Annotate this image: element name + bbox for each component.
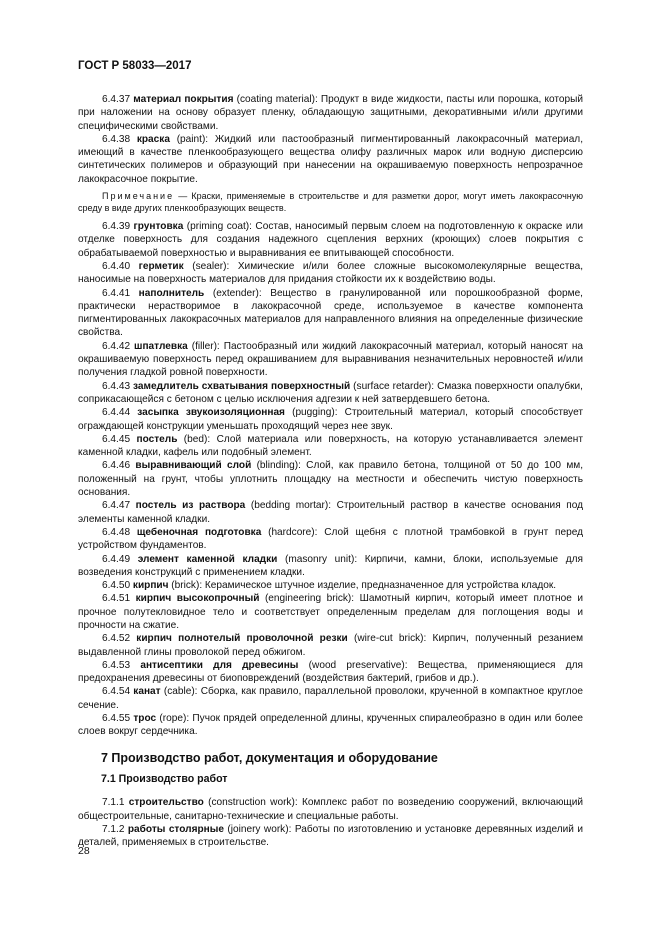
note-label: Примечание: [102, 191, 175, 202]
term-entry: [78, 433, 583, 460]
entry-number: 6.4.49: [102, 553, 131, 565]
entry-number: 6.4.48: [102, 526, 131, 538]
entry-definition: (engineering brick): Шамотный кирпич, который имеет плотное и прочное полутекловидное тело и соответствует определенным пределам для поглощения воды и прочности на сжатие.: [78, 593, 583, 631]
entry-term: засыпка звукоизоляционная: [137, 407, 285, 419]
note: [78, 190, 583, 214]
entry-number: 7.1.1: [102, 797, 125, 809]
note-text: — Краски, применяемые в строительстве и для разметки дорог, могут иметь лакокрасочную среду в виде других пленкообразующих веществ.: [78, 191, 583, 214]
entry-term: замедлитель схватывания поверхностный: [133, 380, 351, 392]
entry-term: постель из раствора: [135, 500, 246, 512]
term-entry: [78, 632, 583, 659]
term-entry: [78, 459, 583, 499]
entry-term: герметик: [138, 260, 184, 272]
entry-term: щебеночная подготовка: [136, 526, 262, 538]
term-list-b: [78, 220, 583, 739]
term-entry: [78, 685, 583, 712]
term-entry: [78, 659, 583, 686]
term-entry: [78, 340, 583, 380]
entry-number: 6.4.55: [102, 713, 131, 725]
document-header: ГОСТ Р 58033—2017: [78, 60, 192, 72]
entry-number: 6.4.47: [102, 500, 131, 512]
term-entry: [78, 93, 583, 133]
entry-number: 6.4.40: [102, 260, 131, 272]
entry-term: канат: [133, 686, 161, 698]
page-number: 28: [78, 845, 90, 857]
term-entry: [78, 133, 583, 186]
term-entry: [78, 287, 583, 340]
section-heading: 7 Производство работ, документация и оборудование: [101, 750, 438, 765]
entry-definition: (construction work): Комплекс работ по возведению сооружений, включающий общестроительные, санитарно-технические и специальные работы.: [78, 797, 583, 822]
entry-definition: (bedding mortar): Строительный раствор в качестве основания под элементы каменной кладки.: [78, 500, 583, 525]
entry-number: 6.4.43: [102, 380, 131, 392]
entry-term: элемент каменной кладки: [137, 553, 278, 565]
entry-definition: (extender): Вещество в гранулированной или порошкообразной форме, практически нерастворимое в лакокрасочной среде, используемое в качестве компонента пигментированных лакокрасочных материалов для направленного влияния на определенные физические свойства.: [78, 287, 583, 339]
entry-definition: (brick): Керамическое штучное изделие, предназначенное для устройства кладок.: [168, 580, 557, 592]
entry-term: наполнитель: [138, 287, 205, 299]
entry-definition: (wire-cut brick): Кирпич, полученный резанием выдавленной глины проволокой перед обжигом.: [78, 633, 584, 658]
entry-number: 6.4.38: [102, 133, 131, 145]
term-entry: [78, 823, 583, 850]
entry-definition: (surface retarder): Смазка поверхности опалубки, соприкасающейся с бетоном с целью исключения адгезии к ней затвердевшего бетона.: [78, 380, 583, 405]
entry-number: 6.4.45: [102, 433, 131, 445]
term-entry: [78, 260, 583, 287]
entry-term: кирпич: [132, 580, 169, 592]
term-entry: [78, 712, 583, 739]
entry-term: строительство: [128, 797, 204, 809]
entry-term: материал покрытия: [133, 94, 234, 105]
entry-term: трос: [133, 713, 157, 725]
entry-definition: (blinding): Слой, как правило бетона, толщиной от 50 до 100 мм, положенный на грунт, чтобы уплотнить площадку на местности и обеспечить чистую поверхность основания.: [78, 460, 583, 499]
entry-definition: (cable): Сборка, как правило, параллельной проволоки, крученной в компактное круглое сечение.: [78, 686, 583, 711]
term-entry: [78, 526, 583, 553]
entry-term: краска: [136, 133, 170, 145]
term-entry: [78, 380, 583, 407]
entry-definition: (priming coat): Состав, наносимый первым слоем на подготовленную к окраске или отделке поверхность для создания надежного сцепления верхних (кроющих) слоев покрытия с обрабатываемой поверхностью и выравнивания ее впитывающей способности.: [78, 221, 583, 259]
entry-number: 6.4.44: [102, 407, 131, 419]
term-list-a: [78, 93, 583, 186]
entry-definition: (rope): Пучок прядей определенной длины, крученных спиралеобразно в один или более слоев вокруг сердечника.: [78, 713, 583, 738]
entry-definition: (coating material): Продукт в виде жидкости, пасты или порошка, который при наложении на основу образует пленку, обладающую защитными, декоративными и/или другими специфическими свойствами.: [78, 94, 583, 132]
term-entry: [78, 579, 583, 592]
entry-definition: (wood preservative): Вещества, применяющиеся для предохранения древесины от биоповреждений (воздействия бактерий, грибов и др.).: [78, 659, 583, 685]
entry-number: 6.4.41: [102, 287, 131, 299]
entry-definition: (paint): Жидкий или пастообразный пигментированный лакокрасочный материал, имеющий в качестве пленкообразующего вещества олифу различных марок или водную дисперсию синтетических полимеров и образующий при нанесении на окрашиваемую поверхность непрозрачное лакокрасочное покрытие.: [78, 133, 583, 185]
term-entry: [78, 220, 583, 260]
entry-number: 7.1.2: [102, 823, 125, 835]
entry-definition: (joinery work): Работы по изготовлению и установке деревянных изделий и деталей, применяемых в строительстве.: [78, 823, 583, 849]
term-list-c: [78, 796, 583, 849]
entry-definition: (sealer): Химические и/или более сложные высокомолекулярные вещества, наносимые на поверхность материалов для придания стойкости их к воздействию воды.: [78, 260, 583, 286]
entry-definition: (bed): Слой материала или поверхность, на которую устанавливается элемент каменной кладки, кафель или подобный элемент.: [78, 433, 583, 459]
document-body: [78, 93, 583, 849]
entry-number: 6.4.52: [102, 633, 131, 645]
entry-number: 6.4.50: [102, 580, 131, 592]
subsection-heading: 7.1 Производство работ: [101, 772, 228, 785]
entry-number: 6.4.51: [102, 593, 131, 605]
term-entry: [78, 592, 583, 632]
term-entry: [78, 796, 583, 823]
entry-definition: (hardcore): Слой щебня с плотной трамбовкой в грунт перед устройством фундаментов.: [78, 526, 583, 552]
entry-number: 6.4.53: [102, 659, 131, 671]
entry-term: кирпич полнотелый проволочной резки: [136, 633, 348, 645]
term-entry: [78, 553, 583, 580]
entry-term: работы столярные: [127, 823, 224, 835]
term-entry: [78, 499, 583, 526]
entry-term: антисептики для древесины: [140, 659, 299, 671]
entry-term: грунтовка: [133, 221, 184, 233]
entry-definition: (filler): Пастообразный или жидкий лакокрасочный материал, который наносят на окрашиваемую поверхность перед окрашиванием для выравнивания незначительных неровностей и/или получения гладкой ровной поверхности.: [78, 340, 584, 379]
entry-definition: (masonry unit): Кирпичи, камни, блоки, используемые для возведения конструкций с применением кладки.: [78, 553, 584, 578]
entry-number: 6.4.42: [102, 340, 131, 352]
entry-number: 6.4.46: [102, 460, 131, 472]
entry-term: постель: [136, 433, 178, 445]
entry-number: 6.4.37: [102, 94, 131, 105]
entry-term: шпатлевка: [134, 340, 188, 352]
entry-term: кирпич высокопрочный: [135, 593, 260, 605]
entry-number: 6.4.39: [102, 221, 131, 233]
term-entry: [78, 406, 583, 433]
entry-definition: (pugging): Строительный материал, который способствует ограждающей конструкции уменьшать проходящий через нее звук.: [78, 407, 583, 432]
entry-term: выравнивающий слой: [135, 460, 252, 472]
entry-number: 6.4.54: [102, 686, 131, 698]
